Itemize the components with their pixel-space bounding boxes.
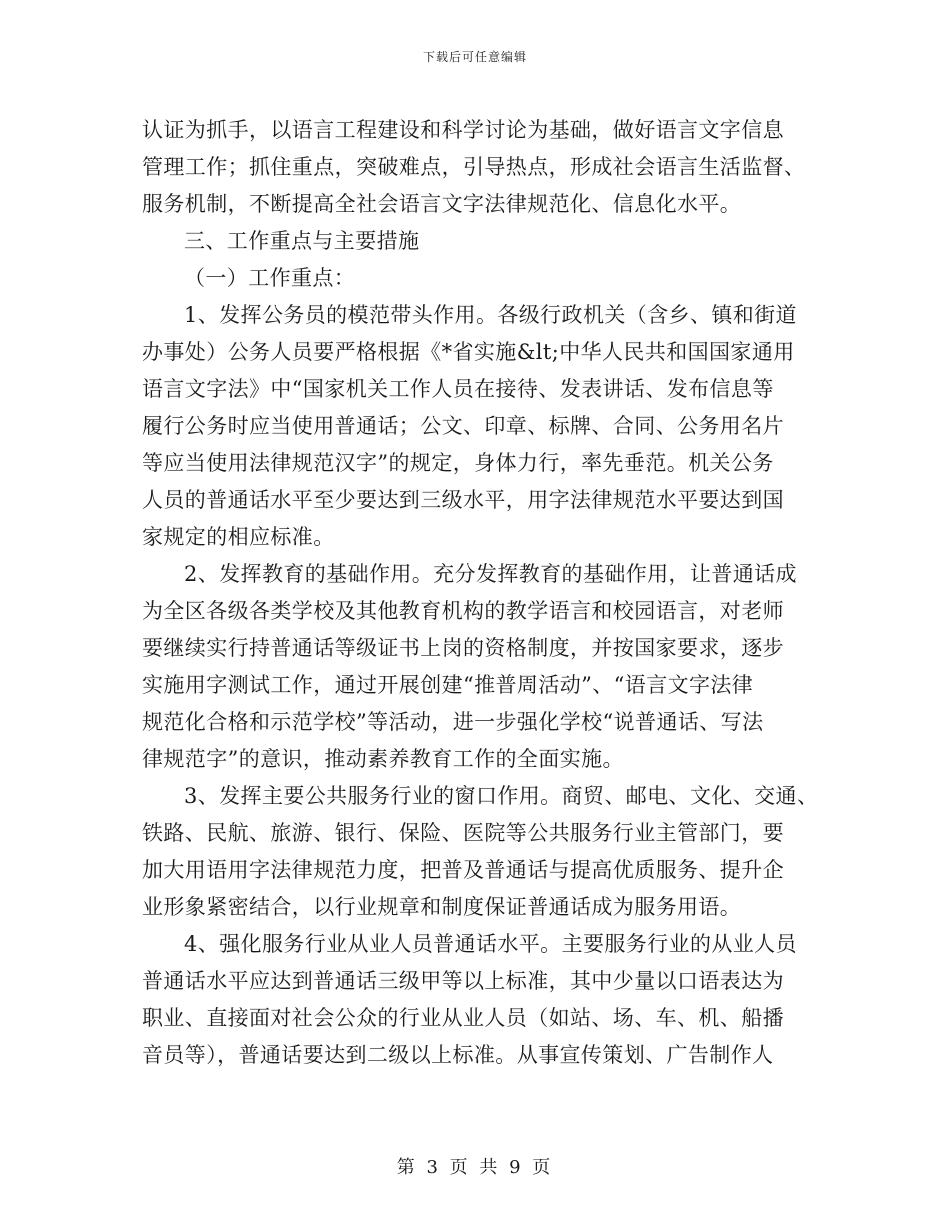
text-line: 铁路、民航、旅游、银行、保险、医院等公共服务行业主管部门，要 (142, 821, 784, 845)
text-line: 语言文字法》中“国家机关工作人员在接待、发表讲话、发布信息等 (142, 377, 774, 401)
paragraph-item-3 (142, 778, 842, 926)
paragraph-intro (142, 112, 842, 223)
text-line: 人员的普通话水平至少要达到三级水平，用字法律规范水平要达到国 (142, 488, 784, 512)
paragraph-item-2 (142, 556, 842, 778)
text-line: 等应当使用法律规范汉字”的规定，身体力行，率先垂范。机关公务 (142, 451, 774, 475)
text-line: 2、发挥教育的基础作用。充分发挥教育的基础作用，让普通话成 (184, 562, 797, 586)
text-line: 规范化合格和示范学校”等活动，进一步强化学校“说普通话、写法 (142, 710, 764, 734)
document-body (142, 112, 842, 1074)
page-header: 下载后可任意编辑 (422, 50, 527, 64)
text-line: 1、发挥公务员的模范带头作用。各级行政机关（含乡、镇和街道 (184, 303, 797, 327)
text-line: 为全区各级各类学校及其他教育机构的教学语言和校园语言，对老师 (142, 599, 784, 623)
text-line: 职业、直接面对社会公众的行业从业人员（如站、场、车、机、船播 (142, 1006, 784, 1030)
text-line: （一）工作重点： (184, 266, 356, 290)
text-line: 4、强化服务行业从业人员普通话水平。主要服务行业的从业人员 (184, 932, 797, 956)
page-number-footer: 第 3 页 共 9 页 (396, 1157, 554, 1178)
text-line: 履行公务时应当使用普通话；公文、印章、标牌、合同、公务用名片 (142, 414, 784, 438)
text-line: 要继续实行持普通话等级证书上岗的资格制度，并按国家要求，逐步 (142, 636, 784, 660)
text-line: 加大用语用字法律规范力度，把普及普通话与提高优质服务、提升企 (142, 858, 784, 882)
text-line: 服务机制，不断提高全社会语言文字法律规范化、信息化水平。 (142, 192, 742, 216)
text-line: 律规范字”的意识，推动素养教育工作的全面实施。 (142, 747, 624, 771)
paragraph-item-1 (142, 297, 842, 556)
section-heading (142, 223, 842, 260)
text-line: 业形象紧密结合，以行业规章和制度保证普通话成为服务用语。 (142, 895, 742, 919)
text-line: 办事处）公务人员要严格根据《*省实施&lt;中华人民共和国国家通用 (142, 340, 795, 364)
text-line: 三、工作重点与主要措施 (184, 229, 420, 253)
subsection-heading (142, 260, 842, 297)
paragraph-item-4 (142, 926, 842, 1074)
text-line: 音员等），普通话要达到二级以上标准。从事宣传策划、广告制作人 (142, 1043, 774, 1067)
text-line: 实施用字测试工作，通过开展创建“推普周活动”、“语言文字法律 (142, 673, 754, 697)
text-line: 普通话水平应达到普通话三级甲等以上标准，其中少量以口语表达为 (142, 969, 784, 993)
text-line: 家规定的相应标准。 (142, 525, 335, 549)
text-line: 管理工作；抓住重点，突破难点，引导热点，形成社会语言生活监督、 (142, 155, 806, 179)
text-line: 3、发挥主要公共服务行业的窗口作用。商贸、邮电、文化、交通、 (184, 784, 819, 808)
text-line: 认证为抓手，以语言工程建设和科学讨论为基础，做好语言文字信息 (142, 118, 784, 142)
